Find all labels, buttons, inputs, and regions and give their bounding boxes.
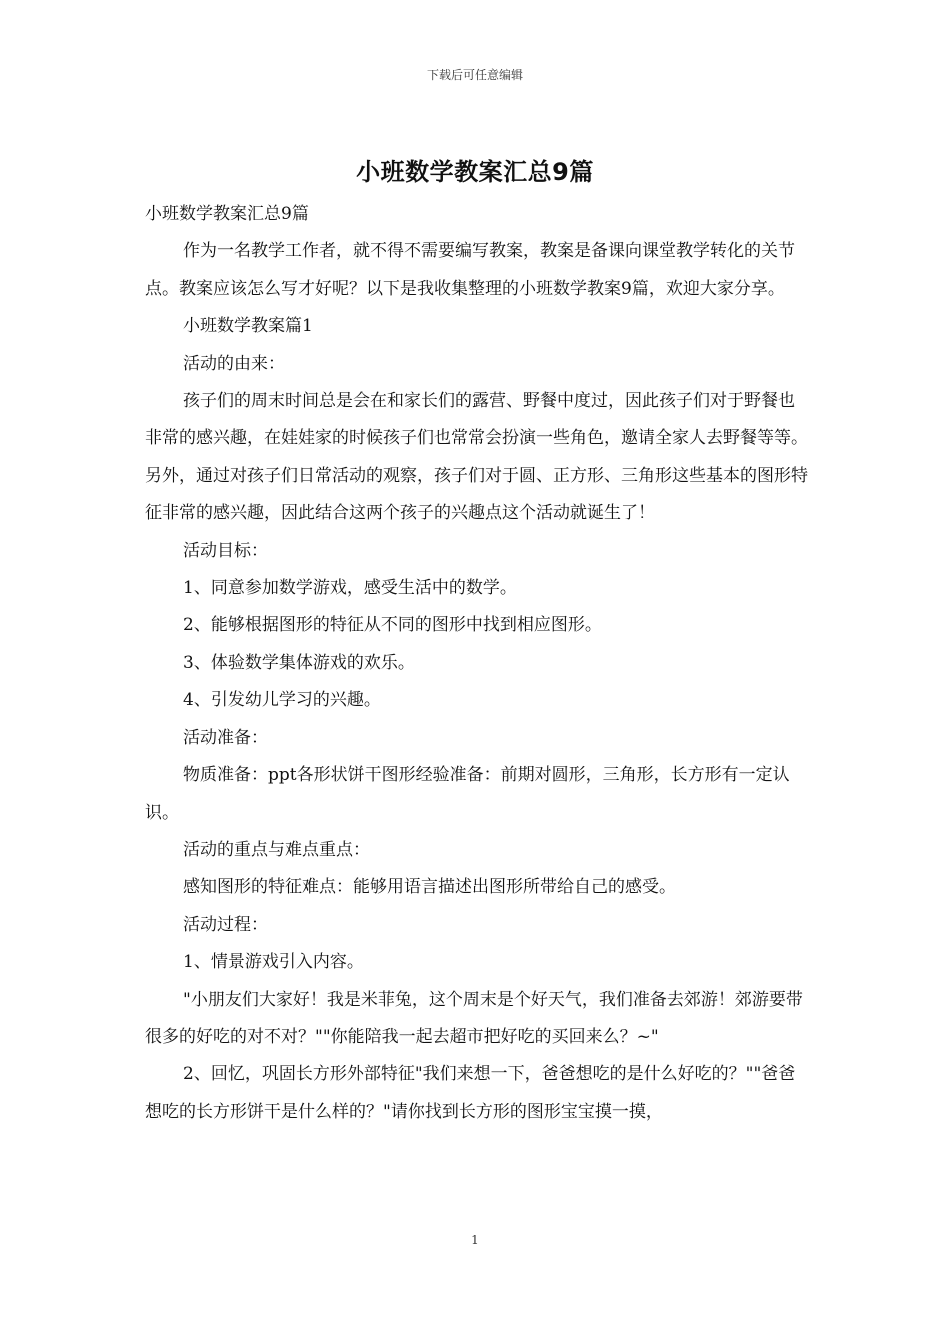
- document-title: 小班数学教案汇总9篇: [356, 158, 594, 186]
- list-item: 1、同意参加数学游戏，感受生活中的数学。: [183, 578, 517, 599]
- paragraph: 感知图形的特征难点：能够用语言描述出图形所带给自己的感受。: [183, 877, 676, 898]
- paragraph: "小朋友们大家好！我是米菲兔，这个周末是个好天气，我们准备去郊游！郊游要带很多的好吃的对不对？""你能陪我一起去超市把好吃的买回来么？~": [145, 989, 803, 1047]
- list-item: 3、体验数学集体游戏的欢乐。: [183, 652, 415, 673]
- paragraph: 活动准备：: [183, 727, 268, 748]
- paragraph: 活动的由来：: [183, 353, 285, 374]
- paragraph: 2、回忆，巩固长方形外部特征"我们来想一下，爸爸想吃的是什么好吃的？""爸爸想吃的长方形饼干是什么样的？"请你找到长方形的图形宝宝摸一摸，: [145, 1064, 796, 1122]
- paragraph: 孩子们的周末时间总是会在和家长们的露营、野餐中度过，因此孩子们对于野餐也非常的感兴趣，在娃娃家的时候孩子们也常常会扮演一些角色，邀请全家人去野餐等等。另外，通过对孩子们日常活动的观察，孩子们对于圆、正方形、三角形这些基本的图形特征非常的感兴趣，因此结合这两个孩子的兴趣点这个活动就诞生了！: [145, 391, 808, 524]
- paragraph: 活动的重点与难点重点：: [183, 839, 370, 860]
- list-item: 4、引发幼儿学习的兴趣。: [183, 690, 381, 711]
- paragraph: 活动过程：: [183, 914, 268, 935]
- list-item: 2、能够根据图形的特征从不同的图形中找到相应图形。: [183, 615, 602, 636]
- page-number: 1: [471, 1233, 479, 1247]
- page-header: 下载后可任意编辑: [426, 68, 523, 82]
- document-body: [145, 196, 809, 1131]
- paragraph: 小班数学教案汇总9篇: [145, 204, 309, 224]
- paragraph: 作为一名教学工作者，就不得不需要编写教案，教案是备课向课堂教学转化的关节点。教案应该怎么写才好呢？以下是我收集整理的小班数学教案9篇，欢迎大家分享。: [145, 241, 795, 299]
- section-heading: 小班数学教案篇1: [183, 316, 313, 337]
- paragraph: 物质准备：ppt各形状饼干图形经验准备：前期对圆形，三角形，长方形有一定认识。: [145, 765, 790, 823]
- paragraph: 活动目标：: [183, 540, 268, 561]
- list-item: 1、情景游戏引入内容。: [183, 952, 364, 973]
